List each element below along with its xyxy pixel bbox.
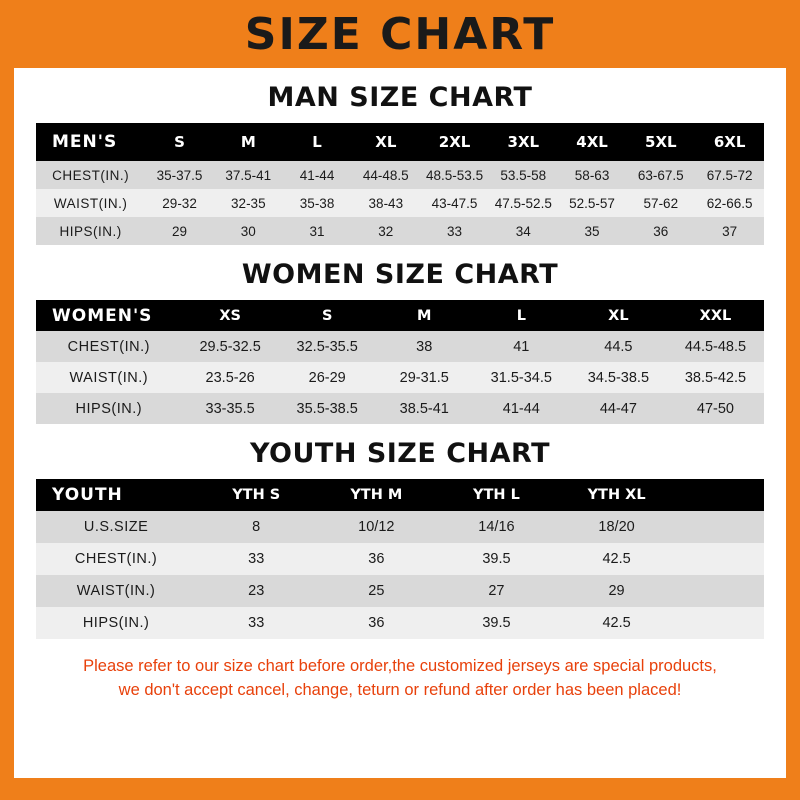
cell: 57-62: [626, 189, 695, 217]
row-label-hips: HIPS(IN.): [36, 607, 196, 639]
cell: 41-44: [283, 161, 352, 189]
cell: 14/16: [436, 511, 556, 543]
section-title-men: MAN SIZE CHART: [267, 82, 533, 113]
cell: 67.5-72: [695, 161, 764, 189]
row-label-waist: WAIST(IN.): [36, 189, 145, 217]
cell: 62-66.5: [695, 189, 764, 217]
row-label-hips: HIPS(IN.): [36, 393, 182, 424]
row-label-hips: HIPS(IN.): [36, 217, 145, 245]
table-row: [36, 543, 764, 575]
col-header-xs: XS: [182, 300, 279, 331]
col-header-m: M: [376, 300, 473, 331]
cell: 35-37.5: [145, 161, 214, 189]
footer-note-line1: Please refer to our size chart before order,the customized jerseys are special products,: [83, 657, 717, 675]
cell: 25: [316, 575, 436, 607]
col-header-m: M: [214, 123, 283, 161]
cell: 42.5: [556, 543, 676, 575]
cell: 48.5-53.5: [420, 161, 489, 189]
cell: 35: [558, 217, 627, 245]
col-header-yth-xl: YTH XL: [556, 479, 676, 511]
cell: 47.5-52.5: [489, 189, 558, 217]
col-header-womens: WOMEN'S: [36, 300, 182, 331]
cell: 36: [316, 607, 436, 639]
cell-spacer: [677, 543, 764, 575]
cell: 37: [695, 217, 764, 245]
section-women: [14, 259, 786, 424]
cell: 44.5-48.5: [667, 331, 764, 362]
cell: 39.5: [436, 607, 556, 639]
cell: 33-35.5: [182, 393, 279, 424]
table-header-row: [36, 123, 764, 161]
col-header-xl: XL: [570, 300, 667, 331]
page-title: SIZE CHART: [244, 8, 556, 60]
cell-spacer: [677, 607, 764, 639]
cell: 39.5: [436, 543, 556, 575]
cell: 36: [316, 543, 436, 575]
table-row: [36, 511, 764, 543]
cell: 44-48.5: [351, 161, 420, 189]
row-label-us-size: U.S.SIZE: [36, 511, 196, 543]
section-title-youth: YOUTH SIZE CHART: [249, 438, 551, 469]
table-row: [36, 161, 764, 189]
col-header-6xl: 6XL: [695, 123, 764, 161]
cell: 29-32: [145, 189, 214, 217]
col-header-xxl: XXL: [667, 300, 764, 331]
col-header-5xl: 5XL: [626, 123, 695, 161]
table-row: [36, 217, 764, 245]
women-size-table: [36, 300, 764, 424]
cell: 38-43: [351, 189, 420, 217]
table-row: [36, 362, 764, 393]
cell: 44-47: [570, 393, 667, 424]
col-header-yth-s: YTH S: [196, 479, 316, 511]
cell: 52.5-57: [558, 189, 627, 217]
row-label-chest: CHEST(IN.): [36, 543, 196, 575]
cell: 38.5-41: [376, 393, 473, 424]
cell: 29: [145, 217, 214, 245]
cell: 38.5-42.5: [667, 362, 764, 393]
footer-note-line2: we don't accept cancel, change, teturn or refund after order has been placed!: [118, 680, 682, 699]
col-header-yth-l: YTH L: [436, 479, 556, 511]
section-youth: [14, 438, 786, 639]
cell: 58-63: [558, 161, 627, 189]
cell: 31.5-34.5: [473, 362, 570, 393]
row-label-waist: WAIST(IN.): [36, 575, 196, 607]
cell: 33: [196, 543, 316, 575]
col-header-s: S: [145, 123, 214, 161]
col-header-2xl: 2XL: [420, 123, 489, 161]
cell: 41-44: [473, 393, 570, 424]
section-title-women: WOMEN SIZE CHART: [241, 259, 559, 290]
cell: 42.5: [556, 607, 676, 639]
cell: 33: [420, 217, 489, 245]
cell: 34.5-38.5: [570, 362, 667, 393]
cell: 8: [196, 511, 316, 543]
table-row: [36, 331, 764, 362]
cell: 63-67.5: [626, 161, 695, 189]
bottom-accent-bar: [0, 778, 800, 800]
cell-spacer: [677, 511, 764, 543]
row-label-chest: CHEST(IN.): [36, 331, 182, 362]
banner: [0, 0, 800, 68]
cell: 31: [283, 217, 352, 245]
cell-spacer: [677, 575, 764, 607]
section-men: [14, 82, 786, 245]
cell: 33: [196, 607, 316, 639]
cell: 26-29: [279, 362, 376, 393]
table-row: [36, 189, 764, 217]
cell: 35-38: [283, 189, 352, 217]
table-row: [36, 607, 764, 639]
col-header-youth: YOUTH: [36, 479, 196, 511]
youth-size-table: [36, 479, 764, 639]
cell: 53.5-58: [489, 161, 558, 189]
table-row: [36, 575, 764, 607]
cell: 34: [489, 217, 558, 245]
col-header-xl: XL: [351, 123, 420, 161]
cell: 41: [473, 331, 570, 362]
col-header-s: S: [279, 300, 376, 331]
col-header-yth-m: YTH M: [316, 479, 436, 511]
col-header-mens: MEN'S: [36, 123, 145, 161]
table-header-row: [36, 300, 764, 331]
cell: 29: [556, 575, 676, 607]
row-label-chest: CHEST(IN.): [36, 161, 145, 189]
table-row: [36, 393, 764, 424]
cell: 32-35: [214, 189, 283, 217]
cell: 27: [436, 575, 556, 607]
cell: 44.5: [570, 331, 667, 362]
cell: 10/12: [316, 511, 436, 543]
row-label-waist: WAIST(IN.): [36, 362, 182, 393]
cell: 32.5-35.5: [279, 331, 376, 362]
cell: 18/20: [556, 511, 676, 543]
table-header-row: [36, 479, 764, 511]
col-header-3xl: 3XL: [489, 123, 558, 161]
cell: 37.5-41: [214, 161, 283, 189]
cell: 47-50: [667, 393, 764, 424]
men-size-table: [36, 123, 764, 245]
cell: 43-47.5: [420, 189, 489, 217]
cell: 23.5-26: [182, 362, 279, 393]
cell: 29-31.5: [376, 362, 473, 393]
col-header-spacer: [677, 479, 764, 511]
col-header-l: L: [473, 300, 570, 331]
col-header-4xl: 4XL: [558, 123, 627, 161]
cell: 36: [626, 217, 695, 245]
footer-note: [34, 655, 766, 703]
cell: 32: [351, 217, 420, 245]
cell: 23: [196, 575, 316, 607]
cell: 38: [376, 331, 473, 362]
cell: 30: [214, 217, 283, 245]
cell: 35.5-38.5: [279, 393, 376, 424]
cell: 29.5-32.5: [182, 331, 279, 362]
col-header-l: L: [283, 123, 352, 161]
